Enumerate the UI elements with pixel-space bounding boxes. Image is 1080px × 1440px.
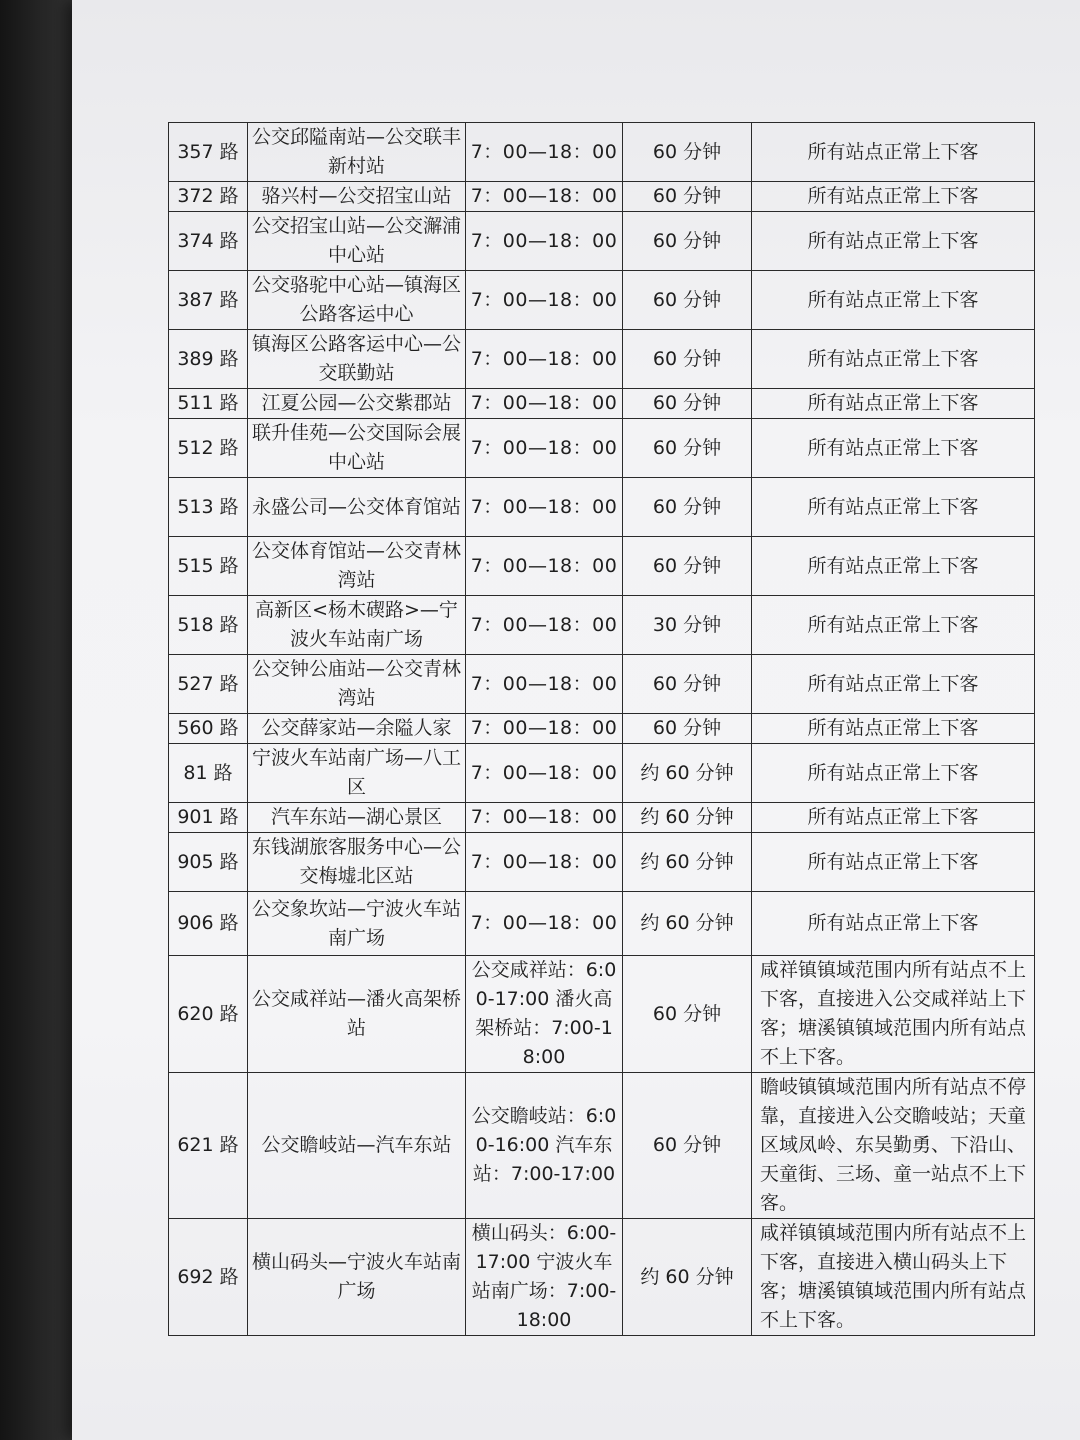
route-number: 81 路 (169, 744, 248, 803)
route-number: 560 路 (169, 714, 248, 744)
service-hours: 7：00—18：00 (466, 892, 623, 956)
headway: 60 分钟 (623, 330, 752, 389)
route-stops: 宁波火车站南广场—八工区 (248, 744, 466, 803)
route-number: 357 路 (169, 123, 248, 182)
route-number: 518 路 (169, 596, 248, 655)
table-row (169, 537, 1035, 596)
headway: 60 分钟 (623, 123, 752, 182)
route-stops: 汽车东站—湖心景区 (248, 803, 466, 833)
headway: 30 分钟 (623, 596, 752, 655)
headway: 60 分钟 (623, 389, 752, 419)
route-number: 692 路 (169, 1219, 248, 1336)
table-row (169, 714, 1035, 744)
table-row (169, 655, 1035, 714)
stop-note: 所有站点正常上下客 (752, 419, 1035, 478)
service-hours: 7：00—18：00 (466, 389, 623, 419)
table-row (169, 182, 1035, 212)
route-stops: 公交骆驼中心站—镇海区公路客运中心 (248, 271, 466, 330)
table-row (169, 744, 1035, 803)
stop-note: 所有站点正常上下客 (752, 478, 1035, 537)
route-stops: 江夏公园—公交紫郡站 (248, 389, 466, 419)
route-number: 906 路 (169, 892, 248, 956)
route-stops: 公交体育馆站—公交青林湾站 (248, 537, 466, 596)
table-body (169, 123, 1035, 1336)
route-stops: 骆兴村—公交招宝山站 (248, 182, 466, 212)
route-number: 905 路 (169, 833, 248, 892)
table-row (169, 1219, 1035, 1336)
service-hours: 7：00—18：00 (466, 271, 623, 330)
service-hours: 7：00—18：00 (466, 803, 623, 833)
stop-note: 所有站点正常上下客 (752, 803, 1035, 833)
stop-note: 所有站点正常上下客 (752, 596, 1035, 655)
route-stops: 公交象坎站—宁波火车站南广场 (248, 892, 466, 956)
route-stops: 公交钟公庙站—公交青林湾站 (248, 655, 466, 714)
service-hours: 7：00—18：00 (466, 655, 623, 714)
headway: 60 分钟 (623, 956, 752, 1073)
route-stops: 公交瞻岐站—汽车东站 (248, 1073, 466, 1219)
route-stops: 横山码头—宁波火车站南广场 (248, 1219, 466, 1336)
headway: 60 分钟 (623, 1073, 752, 1219)
route-number: 513 路 (169, 478, 248, 537)
route-number: 389 路 (169, 330, 248, 389)
headway: 60 分钟 (623, 271, 752, 330)
stop-note: 所有站点正常上下客 (752, 182, 1035, 212)
table-row (169, 596, 1035, 655)
stop-note: 所有站点正常上下客 (752, 123, 1035, 182)
route-number: 512 路 (169, 419, 248, 478)
headway: 60 分钟 (623, 478, 752, 537)
service-hours: 公交咸祥站：6:00-17:00 潘火高架桥站：7:00-18:00 (466, 956, 623, 1073)
headway: 约 60 分钟 (623, 803, 752, 833)
route-number: 621 路 (169, 1073, 248, 1219)
headway: 60 分钟 (623, 419, 752, 478)
table-row (169, 478, 1035, 537)
service-hours: 7：00—18：00 (466, 123, 623, 182)
route-number: 511 路 (169, 389, 248, 419)
stop-note: 所有站点正常上下客 (752, 833, 1035, 892)
stop-note: 所有站点正常上下客 (752, 330, 1035, 389)
stop-note: 所有站点正常上下客 (752, 892, 1035, 956)
route-number: 387 路 (169, 271, 248, 330)
service-hours: 7：00—18：00 (466, 212, 623, 271)
stop-note: 咸祥镇镇域范围内所有站点不上下客，直接进入公交咸祥站上下客；塘溪镇镇域范围内所有站点不上下客。 (752, 956, 1035, 1073)
headway: 约 60 分钟 (623, 1219, 752, 1336)
service-hours: 横山码头：6:00-17:00 宁波火车站南广场：7:00-18:00 (466, 1219, 623, 1336)
stop-note: 所有站点正常上下客 (752, 537, 1035, 596)
headway: 60 分钟 (623, 212, 752, 271)
stop-note: 瞻岐镇镇域范围内所有站点不停靠，直接进入公交瞻岐站；天童区域凤岭、东吴勤勇、下沿山、天童街、三场、童一站点不上下客。 (752, 1073, 1035, 1219)
route-number: 374 路 (169, 212, 248, 271)
stop-note: 所有站点正常上下客 (752, 655, 1035, 714)
service-hours: 7：00—18：00 (466, 744, 623, 803)
headway: 60 分钟 (623, 182, 752, 212)
route-stops: 东钱湖旅客服务中心—公交梅墟北区站 (248, 833, 466, 892)
headway: 约 60 分钟 (623, 744, 752, 803)
route-stops: 公交邱隘南站—公交联丰新村站 (248, 123, 466, 182)
table-row (169, 212, 1035, 271)
route-stops: 联升佳苑—公交国际会展中心站 (248, 419, 466, 478)
service-hours: 公交瞻岐站：6:00-16:00 汽车东站：7:00-17:00 (466, 1073, 623, 1219)
table-row (169, 271, 1035, 330)
service-hours: 7：00—18：00 (466, 182, 623, 212)
headway: 60 分钟 (623, 655, 752, 714)
bus-route-table (168, 122, 1035, 1336)
route-number: 527 路 (169, 655, 248, 714)
route-stops: 高新区<杨木碶路>—宁波火车站南广场 (248, 596, 466, 655)
route-stops: 公交招宝山站—公交澥浦中心站 (248, 212, 466, 271)
table-row (169, 803, 1035, 833)
service-hours: 7：00—18：00 (466, 330, 623, 389)
route-stops: 公交薛家站—余隘人家 (248, 714, 466, 744)
stop-note: 所有站点正常上下客 (752, 744, 1035, 803)
service-hours: 7：00—18：00 (466, 419, 623, 478)
table-row (169, 956, 1035, 1073)
service-hours: 7：00—18：00 (466, 478, 623, 537)
headway: 约 60 分钟 (623, 833, 752, 892)
stop-note: 所有站点正常上下客 (752, 212, 1035, 271)
table-row (169, 419, 1035, 478)
table-row (169, 1073, 1035, 1219)
stop-note: 所有站点正常上下客 (752, 714, 1035, 744)
stop-note: 咸祥镇镇域范围内所有站点不上下客，直接进入横山码头上下客；塘溪镇镇域范围内所有站点不上下客。 (752, 1219, 1035, 1336)
service-hours: 7：00—18：00 (466, 537, 623, 596)
route-stops: 镇海区公路客运中心—公交联勤站 (248, 330, 466, 389)
table-row (169, 389, 1035, 419)
headway: 约 60 分钟 (623, 892, 752, 956)
route-number: 620 路 (169, 956, 248, 1073)
service-hours: 7：00—18：00 (466, 714, 623, 744)
stop-note: 所有站点正常上下客 (752, 389, 1035, 419)
service-hours: 7：00—18：00 (466, 596, 623, 655)
route-number: 515 路 (169, 537, 248, 596)
table-row (169, 330, 1035, 389)
table-row (169, 833, 1035, 892)
table-row (169, 123, 1035, 182)
route-stops: 公交咸祥站—潘火高架桥站 (248, 956, 466, 1073)
headway: 60 分钟 (623, 537, 752, 596)
table-row (169, 892, 1035, 956)
route-number: 901 路 (169, 803, 248, 833)
route-stops: 永盛公司—公交体育馆站 (248, 478, 466, 537)
service-hours: 7：00—18：00 (466, 833, 623, 892)
route-number: 372 路 (169, 182, 248, 212)
stop-note: 所有站点正常上下客 (752, 271, 1035, 330)
headway: 60 分钟 (623, 714, 752, 744)
